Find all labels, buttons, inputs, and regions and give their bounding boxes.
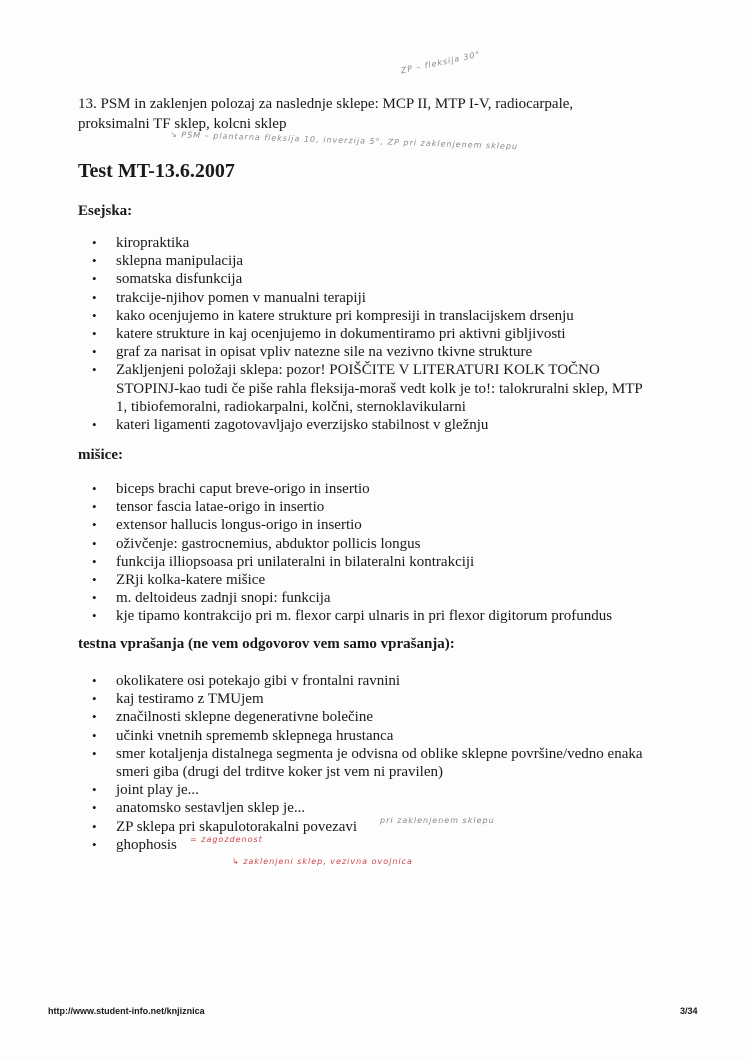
list-item: • extensor hallucis longus-origo in insertio [92,516,652,534]
handwritten-note-zp: pri zaklenjenem sklepu [380,816,495,825]
list-item: • katere strukture in kaj ocenjujemo in dokumentiramo pri aktivni gibljivosti [92,325,652,343]
handwritten-note-psm: ↘ PSM – plantarna fleksija 10, inverzija 5°, ZP pri zaklenjenem sklepu [169,129,519,152]
handwritten-note-top: ZP – fleksija 30° [399,49,482,76]
essay-list [92,234,652,434]
list-item: • kaj testiramo z TMUjem [92,690,652,708]
list-item: • m. deltoideus zadnji snopi: funkcija [92,589,652,607]
list-item: • značilnosti sklepne degenerativne bolečine [92,708,652,726]
handwritten-note-ghophosis-2: ↳ zaklenjeni sklep, vezivna ovojnica [232,857,413,866]
list-item: • tensor fascia latae-origo in insertio [92,498,652,516]
section-heading-testna: testna vprašanja (ne vem odgovorov vem samo vprašanja): [78,636,455,652]
list-item: • graf za narisat in opisat vpliv natezne sile na vezivno tkivne strukture [92,343,652,361]
list-item: • kiropraktika [92,234,652,252]
footer-url[interactable]: http://www.student-info.net/knjiznica [48,1006,205,1016]
list-item: • sklepna manipulacija [92,252,652,270]
muscles-list [92,480,652,626]
list-item: • somatska disfunkcija [92,270,652,288]
list-item: • trakcije-njihov pomen v manualni terapiji [92,289,652,307]
list-item: • kako ocenjujemo in katere strukture pri kompresiji in translacijskem drsenju [92,307,652,325]
section-heading-esejska: Esejska: [78,203,133,219]
list-item: • oživčenje: gastrocnemius, abduktor pollicis longus [92,535,652,553]
question-13: 13. PSM in zaklenjen polozaj za naslednje sklepe: MCP II, MTP I-V, radiocarpale, proksimalni TF sklep, kolcni sklep [78,96,574,132]
test-title: Test MT-13.6.2007 [78,160,235,182]
page-number: 3/34 [680,1006,698,1016]
list-item: • ZP sklepa pri skapulotorakalni povezavi [92,818,652,836]
list-item: • kateri ligamenti zagotovavljajo everzijsko stabilnost v gležnju [92,416,652,434]
list-item: • kje tipamo kontrakcijo pri m. flexor carpi ulnaris in pri flexor digitorum profundus [92,607,652,625]
list-item: • funkcija illiopsoasa pri unilateralni in bilateralni kontrakciji [92,553,652,571]
handwritten-note-ghophosis: = zagozdenost [190,835,263,844]
list-item: • učinki vnetnih sprememb sklepnega hrustanca [92,727,652,745]
list-item: • smer kotaljenja distalnega segmenta je odvisna od oblike sklepne površine/vedno enaka smeri giba (drugi del trditve koker jst vem ni pravilen) [92,745,652,781]
list-item: • Zakljenjeni položaji sklepa: pozor! POIŠČITE V LITERATURI KOLK TOČNO STOPINJ-kao tudi če piše rahla fleksija-moraš vedt kolk je to!: talokruralni sklep, MTP 1, tibiofemoralni, radiokarpalni, kolčni, sternoklavikularni [92,361,652,416]
list-item: • okolikatere osi potekajo gibi v frontalni ravnini [92,672,652,690]
test-questions-list [92,672,652,854]
list-item: • ghophosis [92,836,652,854]
list-item: • biceps brachi caput breve-origo in insertio [92,480,652,498]
list-item: • ZRji kolka-katere mišice [92,571,652,589]
section-heading-misice: mišice: [78,447,123,463]
list-item: • anatomsko sestavljen sklep je... [92,799,652,817]
list-item: • joint play je... [92,781,652,799]
